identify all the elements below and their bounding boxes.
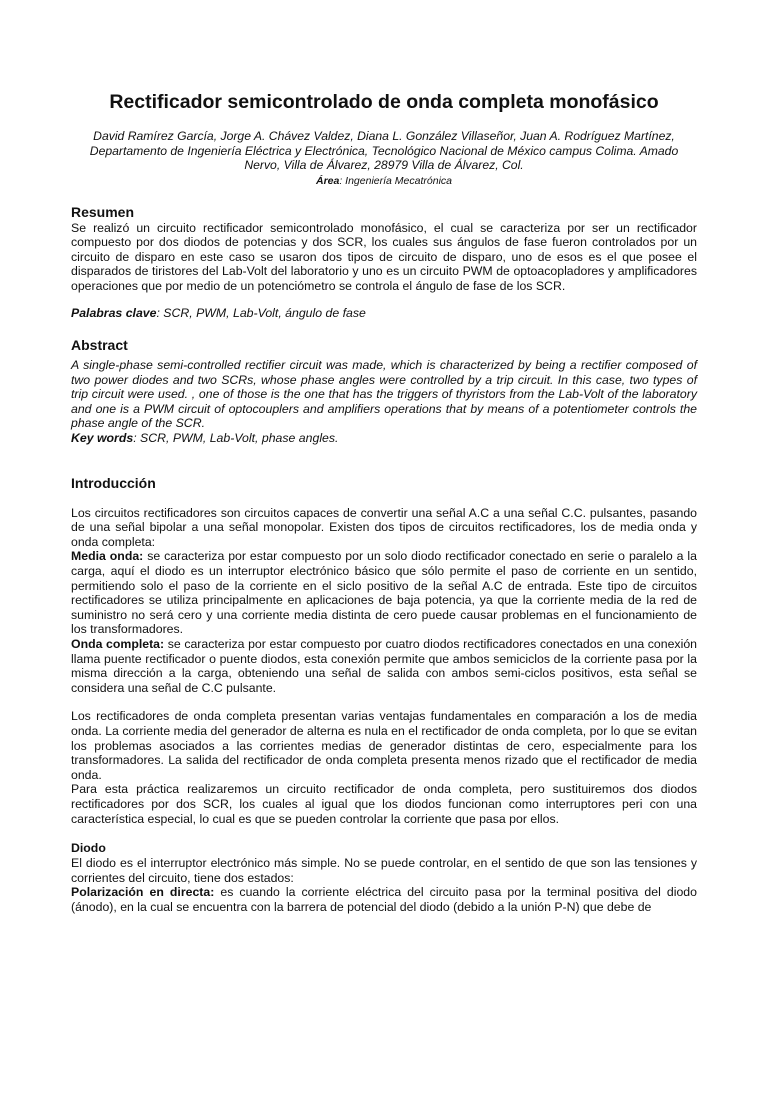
onda-completa-label: Onda completa:	[71, 636, 165, 651]
onda-completa-paragraph	[71, 637, 697, 695]
keywords-en-label: Key words	[71, 431, 134, 446]
abstract-body: A single-phase semi-controlled rectifier circuit was made, which is characterized by being a rectifier composed of two power diodes and two SCRs, whose phase angles were controlled by a trip circuit. In this case, two types of trip circuit were used. , one of those is the one that has the triggers of thyristors from the Lab-Volt of the laboratory and one is a PWM circuit of optocouplers and amplifiers operations that by means of a potentiometer controls the phase angle of the SCR.	[71, 358, 697, 431]
onda-completa-text: se caracteriza por estar compuesto por cuatro diodos rectificadores conectados en una conexión llama puente rectificador o puente diodos, esta conexión permite que ambos semiciclos de la corriente pasa por la misma dirección a la carga, obteniendo una señal de salida con ambos semi-ciclos positivos, esta señal se considera una señal de C.C pulsante.	[71, 636, 697, 695]
intro-heading: Introducción	[71, 474, 156, 491]
intro-paragraph-1: Los circuitos rectificadores son circuitos capaces de convertir una señal A.C a una señal C.C. pulsantes, pasando de una señal bipolar a una señal monopolar. Existen dos tipos de circuitos rectificadores, los de media onda y onda completa:	[71, 505, 697, 549]
abstract-heading: Abstract	[71, 337, 128, 354]
area-label: Área	[315, 174, 340, 187]
diodo-paragraph-1: El diodo es el interruptor electrónico más simple. No se puede controlar, en el sentido de que son las tensiones y corrientes del circuito, tiene dos estados:	[71, 856, 697, 885]
keywords-label: Palabras clave	[71, 306, 157, 321]
intro-paragraph-3: Para esta práctica realizaremos un circuito rectificador de onda completa, pero sustituiremos dos diodos rectificadores por dos SCR, los cuales al igual que los diodos funcionan como interruptores peri con una característica especial, lo cual es que se pueden controlar la corriente que pasa por ellos.	[71, 782, 697, 826]
keywords-value: : SCR, PWM, Lab-Volt, ángulo de fase	[156, 306, 366, 321]
polarizacion-label: Polarización en directa:	[71, 885, 215, 900]
paper-page	[0, 90, 768, 1114]
paragraph-gap	[71, 695, 697, 709]
media-onda-text: se caracteriza por estar compuesto por un solo diodo rectificador conectado en serie o paralelo a la carga, aquí el diodo es un interruptor electrónico básico que sólo permite el paso de corriente en un sentido, permitiendo solo el paso de la corriente en el siclo positivo de la señal A.C de entrada. Este tipo de circuitos rectificadores se utiliza principalmente en aplicaciones de baja potencia, ya que la corriente media de la red de suministro no será cero y una corriente media distinta de cero puede causar problemas en el funcionamiento de los transformadores.	[71, 549, 697, 637]
diodo-heading: Diodo	[71, 841, 106, 856]
abstract-keywords	[71, 431, 697, 446]
keywords-en-value: : SCR, PWM, Lab-Volt, phase angles.	[133, 431, 339, 446]
resumen-body: Se realizó un circuito rectificador semicontrolado monofásico, el cual se caracteriza por ser un rectificador compuesto por dos diodos de potencias y dos SCR, los cuales sus ángulos de fase fueron controlados por un circuito de disparo en este caso se usaron dos tipos de circuito de disparo, uno de esos es el que posee el disparados de tiristores del Lab-Volt del laboratorio y uno es un circuito PWM de optoacopladores y amplificadores operaciones que por medio de un potenciómetro se controla el ángulo de fase de los SCR.	[71, 220, 697, 293]
paper-title: Rectificador semicontrolado de onda completa monofásico	[109, 91, 659, 113]
author-affiliation: David Ramírez García, Jorge A. Chávez Valdez, Diana L. González Villaseñor, Juan A. Rodríguez Martínez, Departamento de Ingeniería Eléctrica y Electrónica, Tecnológico Nacional de México campus Colima. Amado Nervo, Villa de Álvarez, 28979 Villa de Álvarez, Col.	[89, 129, 679, 172]
media-onda-paragraph	[71, 549, 697, 637]
polarizacion-paragraph	[71, 885, 697, 914]
polarizacion-text: es cuando la corriente eléctrica del circuito pasa por la terminal positiva del diodo (ánodo), en la cual se encuentra con la barrera de potencial del diodo (debido a la unión P-N) que debe de	[71, 885, 697, 914]
intro-paragraph-2: Los rectificadores de onda completa presentan varias ventajas fundamentales en comparación a los de media onda. La corriente media del generador de alterna es nula en el rectificador de onda completa, por lo que se evitan los problemas asociados a las corrientes medias de generador distintas de cero, especialmente para los transformadores. La salida del rectificador de onda completa presenta menos rizado que el rectificador de media onda.	[71, 709, 697, 782]
resumen-heading: Resumen	[71, 203, 135, 220]
area-value: : Ingeniería Mecatrónica	[339, 174, 452, 187]
resumen-keywords	[71, 306, 697, 321]
media-onda-label: Media onda:	[71, 549, 144, 564]
area-line	[71, 175, 697, 188]
